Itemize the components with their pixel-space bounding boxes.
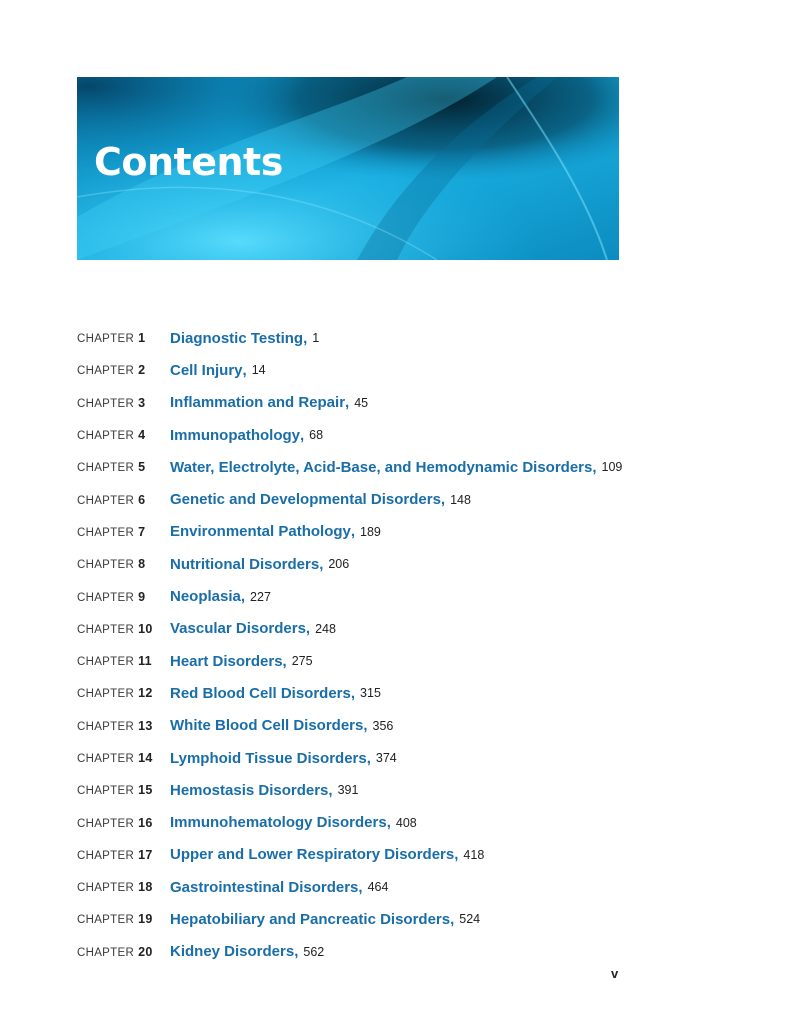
chapter-label (77, 751, 170, 765)
chapter-word: CHAPTER (77, 494, 135, 507)
chapter-word: CHAPTER (77, 591, 135, 604)
chapter-page: 524 (459, 912, 481, 927)
chapter-page: 45 (354, 395, 369, 410)
title-separator: , (303, 329, 308, 347)
chapter-title[interactable]: Environmental Pathology (170, 523, 351, 541)
chapter-label (77, 557, 170, 571)
title-separator: , (350, 684, 356, 702)
chapter-title[interactable]: Red Blood Cell Disorders (170, 684, 351, 702)
chapter-page: 189 (360, 524, 381, 539)
chapter-page: 248 (315, 621, 336, 636)
toc-entry[interactable] (77, 936, 637, 968)
chapter-title[interactable]: Upper and Lower Respiratory Disorders (170, 846, 455, 864)
title-separator: , (328, 781, 333, 799)
chapter-label (77, 816, 170, 830)
chapter-word: CHAPTER (77, 785, 135, 798)
toc-entry[interactable] (77, 387, 637, 419)
chapter-number: 20 (138, 944, 153, 959)
title-separator: , (300, 426, 305, 444)
toc-entry[interactable] (77, 580, 637, 612)
chapter-number: 12 (138, 686, 153, 701)
chapter-number: 15 (138, 783, 153, 798)
chapter-word: CHAPTER (77, 526, 135, 539)
chapter-label (77, 654, 170, 668)
toc-entry[interactable] (77, 806, 637, 838)
chapter-word: CHAPTER (77, 430, 135, 443)
chapter-number: 11 (138, 654, 152, 669)
chapter-page: 14 (251, 363, 266, 378)
chapter-number: 17 (138, 847, 153, 862)
chapter-word: CHAPTER (77, 397, 135, 410)
chapter-number: 3 (138, 395, 146, 410)
title-separator: , (294, 943, 299, 961)
chapter-page: 1 (312, 331, 320, 346)
chapter-title[interactable]: Gastrointestinal Disorders (170, 878, 359, 896)
chapter-page: 315 (360, 686, 381, 701)
chapter-word: CHAPTER (77, 753, 135, 765)
title-separator: , (363, 717, 368, 735)
chapter-label (77, 590, 170, 604)
chapter-number: 16 (138, 815, 153, 830)
title-separator: , (366, 749, 371, 767)
toc-entry[interactable] (77, 645, 637, 677)
chapter-title[interactable]: Kidney Disorders (170, 943, 295, 961)
toc-entry[interactable] (77, 710, 637, 742)
chapter-title[interactable]: Inflammation and Repair (170, 394, 346, 412)
toc-entry[interactable] (77, 613, 637, 645)
chapter-word: CHAPTER (77, 333, 135, 346)
title-separator: , (440, 491, 446, 509)
toc-entry[interactable] (77, 322, 637, 354)
chapter-page: 391 (337, 783, 359, 798)
chapter-title[interactable]: Lymphoid Tissue Disorders (170, 749, 367, 767)
title-separator: , (350, 523, 356, 541)
chapter-label (77, 331, 170, 345)
chapter-page: 109 (601, 460, 623, 475)
title-separator: , (240, 588, 246, 606)
chapter-label (77, 912, 170, 926)
chapter-number: 14 (138, 751, 153, 765)
chapter-number: 19 (138, 912, 153, 927)
toc-entry[interactable] (77, 839, 637, 871)
chapter-label (77, 363, 170, 377)
title-separator: , (450, 910, 455, 928)
chapter-number: 18 (138, 880, 153, 895)
chapter-number: 5 (138, 460, 146, 475)
toc-entry[interactable] (77, 548, 637, 580)
toc-entry[interactable] (77, 774, 637, 806)
chapter-word: CHAPTER (77, 365, 135, 378)
toc-entry[interactable] (77, 871, 637, 903)
chapter-page: 418 (463, 847, 485, 862)
chapter-page: 356 (372, 718, 394, 733)
chapter-number: 8 (138, 557, 146, 572)
chapter-word: CHAPTER (77, 656, 135, 669)
title-separator: , (592, 458, 597, 476)
chapter-word: CHAPTER (77, 914, 135, 927)
toc-entry[interactable] (77, 677, 637, 709)
chapter-label (77, 783, 170, 797)
chapter-number: 10 (138, 621, 153, 636)
chapter-page: 227 (250, 589, 271, 604)
chapter-label (77, 622, 170, 636)
chapter-label (77, 880, 170, 894)
title-separator: , (282, 652, 287, 670)
title-separator: , (242, 361, 247, 379)
chapter-word: CHAPTER (77, 623, 135, 636)
chapter-title[interactable]: Hemostasis Disorders (170, 781, 329, 799)
table-of-contents (77, 322, 637, 968)
chapter-page: 148 (450, 492, 471, 507)
contents-banner (77, 77, 619, 260)
chapter-number: 13 (138, 718, 153, 733)
page-number: v (611, 966, 619, 981)
chapter-number: 9 (138, 589, 146, 604)
chapter-number: 2 (138, 363, 146, 378)
chapter-word: CHAPTER (77, 946, 135, 959)
chapter-title[interactable]: Genetic and Developmental Disorders (170, 491, 441, 509)
chapter-label (77, 493, 170, 507)
toc-entry[interactable] (77, 903, 637, 935)
toc-entry[interactable] (77, 483, 637, 515)
toc-entry[interactable] (77, 742, 637, 774)
chapter-title[interactable]: Vascular Disorders (170, 620, 306, 638)
chapter-number: 1 (138, 331, 146, 346)
chapter-word: CHAPTER (77, 462, 135, 475)
title-separator: , (454, 846, 459, 864)
chapter-title[interactable]: Immunohematology Disorders (170, 814, 387, 832)
toc-entry[interactable] (77, 419, 637, 451)
title-separator: , (345, 394, 350, 412)
chapter-number: 4 (138, 428, 146, 443)
chapter-number: 7 (138, 524, 146, 539)
chapter-title[interactable]: Cell Injury (170, 361, 243, 379)
chapter-page: 68 (309, 428, 324, 443)
chapter-label (77, 686, 170, 700)
chapter-title[interactable]: Diagnostic Testing (170, 329, 304, 347)
title-separator: , (358, 878, 363, 896)
page-title: Contents (94, 140, 283, 184)
chapter-word: CHAPTER (77, 720, 135, 733)
chapter-title[interactable]: Water, Electrolyte, Acid-Base, and Hemodynamic Disorders (170, 458, 593, 476)
chapter-word: CHAPTER (77, 849, 135, 862)
chapter-title[interactable]: Heart Disorders (170, 652, 283, 670)
chapter-label (77, 525, 170, 539)
toc-entry[interactable] (77, 451, 637, 483)
chapter-label (77, 460, 170, 474)
chapter-label (77, 719, 170, 733)
chapter-word: CHAPTER (77, 817, 135, 830)
chapter-page: 562 (303, 944, 325, 959)
toc-entry[interactable] (77, 354, 637, 386)
chapter-word: CHAPTER (77, 882, 135, 895)
chapter-title[interactable]: Neoplasia (170, 588, 241, 606)
chapter-title[interactable]: Hepatobiliary and Pancreatic Disorders (170, 910, 451, 928)
chapter-page: 206 (328, 557, 350, 572)
chapter-page: 275 (291, 654, 313, 669)
title-separator: , (305, 620, 311, 638)
chapter-label (77, 428, 170, 442)
chapter-page: 464 (367, 880, 389, 895)
toc-entry[interactable] (77, 516, 637, 548)
chapter-number: 6 (138, 492, 146, 507)
chapter-title[interactable]: Immunopathology (170, 426, 300, 444)
title-separator: , (386, 814, 391, 832)
chapter-label (77, 396, 170, 410)
chapter-label (77, 945, 170, 959)
chapter-word: CHAPTER (77, 559, 135, 572)
chapter-title[interactable]: White Blood Cell Disorders (170, 717, 364, 735)
chapter-label (77, 848, 170, 862)
chapter-page: 408 (395, 815, 417, 830)
title-separator: , (319, 555, 324, 573)
chapter-title[interactable]: Nutritional Disorders (170, 555, 320, 573)
chapter-word: CHAPTER (77, 688, 135, 701)
chapter-page: 374 (375, 751, 397, 765)
